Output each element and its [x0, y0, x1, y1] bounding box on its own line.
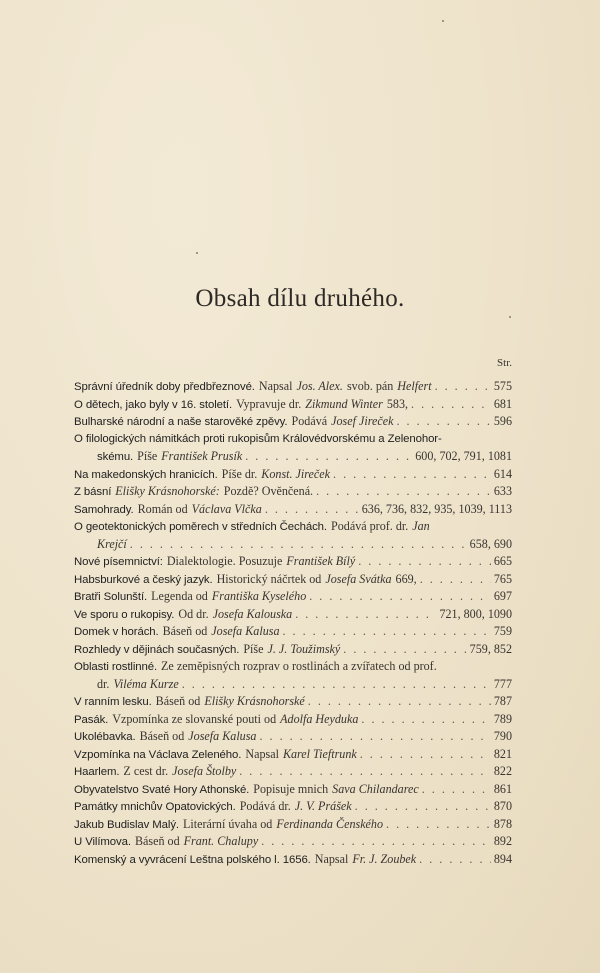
toc-entry — [74, 693, 512, 711]
entry-pages: 600, 702, 791, 1081 — [415, 449, 512, 463]
toc-line — [74, 658, 512, 676]
toc-line — [74, 711, 512, 729]
paper-speck — [442, 20, 444, 22]
entry-pages: 765 — [493, 571, 512, 586]
entry-pages: 787 — [493, 694, 512, 708]
toc-line — [74, 431, 512, 449]
leader-dots — [261, 833, 491, 851]
toc-entry — [74, 851, 512, 869]
toc-entry — [74, 571, 512, 589]
entry-heading: Z básní — [74, 486, 112, 498]
entry-pages: 636, 736, 832, 935, 1039, 1113 — [361, 501, 512, 516]
leader-dots — [265, 501, 359, 519]
toc-entry — [74, 623, 512, 641]
toc-entry — [74, 711, 512, 729]
entry-author: Fr. J. Zoubek — [352, 851, 417, 866]
entry-heading: Pasák. — [74, 713, 109, 726]
toc-line — [74, 641, 512, 659]
entry-author: Ferdinanda Čenského — [276, 816, 384, 831]
entry-author: Františka Kyselého — [211, 589, 307, 603]
leader-dots — [239, 763, 491, 781]
entry-text: Podává — [291, 414, 328, 428]
toc-line — [74, 606, 512, 624]
toc-entry — [74, 518, 512, 553]
toc-line — [74, 396, 512, 414]
entry-text: Legenda od — [151, 589, 208, 603]
toc-entry — [74, 798, 512, 816]
leader-dots — [396, 413, 490, 431]
entry-heading: Rozhledy v dějinách současných. — [74, 643, 240, 656]
entry-author: J. V. Prášek — [294, 799, 352, 813]
leader-dots — [435, 378, 491, 396]
entry-author-2: Helfert — [397, 379, 432, 393]
entry-author: Sava Chilandarec — [332, 781, 419, 796]
entry-author: Karel Tieftrunk — [282, 746, 357, 761]
toc-entry — [74, 396, 512, 414]
toc-line — [74, 816, 512, 834]
entry-pages: 721, 800, 1090 — [439, 606, 512, 621]
page-title: Obsah dílu druhého. — [195, 285, 405, 312]
entry-text-2: svob. pán — [346, 379, 394, 393]
leader-dots — [422, 781, 491, 799]
toc-line — [74, 518, 512, 536]
entry-author: František Bílý — [286, 554, 356, 568]
entry-heading: Ukolébavka. — [74, 731, 136, 743]
toc-line — [74, 676, 512, 694]
leader-dots — [309, 588, 491, 606]
entry-text: Píše — [243, 641, 264, 656]
entry-author: Elišky Krásnohorské: — [115, 484, 220, 498]
table-of-contents — [74, 378, 512, 868]
entry-pages: 892 — [493, 834, 512, 848]
entry-text: Vzpomínka ze slovanské pouti od — [112, 711, 277, 726]
entry-text: dr. — [97, 676, 110, 691]
entry-pages: 665 — [493, 554, 512, 568]
entry-text: Ze zeměpisných rozprav o rostlinách a zvířatech od prof. — [161, 659, 437, 673]
entry-heading: Památky mnichův Opatovických. — [74, 801, 236, 813]
entry-text: Vypravuje dr. — [236, 396, 302, 411]
toc-line — [74, 413, 512, 431]
entry-heading: O geotektonických poměrech v středních Čechách. — [74, 521, 327, 533]
toc-line — [74, 553, 512, 571]
entry-author: Josefa Štolby — [172, 764, 237, 778]
entry-pages: 777 — [493, 676, 512, 691]
entry-text: Román od — [137, 501, 188, 516]
entry-pages: 878 — [493, 816, 512, 831]
entry-text: Báseň od — [155, 694, 201, 708]
entry-text: Báseň od — [134, 834, 180, 848]
entry-heading: O filologických námitkách proti rukopisům Královédvorskému a Zelenohor- — [74, 432, 442, 445]
toc-entry — [74, 588, 512, 606]
leader-dots — [411, 396, 491, 414]
entry-text: Napsal — [258, 379, 293, 393]
entry-pages: 821 — [493, 746, 512, 761]
toc-line — [74, 746, 512, 764]
toc-entry — [74, 483, 512, 501]
entry-author: Josefa Kalusa — [211, 624, 280, 638]
entry-pages: 822 — [493, 764, 512, 778]
entry-author: Josefa Kalouska — [212, 606, 293, 621]
entry-text: Píše — [137, 449, 158, 463]
entry-pages: 789 — [493, 711, 512, 726]
toc-line — [74, 588, 512, 606]
toc-entry — [74, 413, 512, 431]
toc-entry — [74, 781, 512, 799]
toc-line — [74, 798, 512, 816]
toc-line — [74, 466, 512, 484]
toc-entry — [74, 833, 512, 851]
entry-pages: 633 — [493, 484, 512, 498]
leader-dots — [420, 571, 491, 589]
toc-line — [74, 833, 512, 851]
toc-line — [74, 378, 512, 396]
entry-heading: U Vilímova. — [74, 836, 131, 848]
toc-line — [74, 693, 512, 711]
entry-heading: Oblasti rostlinné. — [74, 661, 158, 673]
paper-speck — [509, 316, 511, 318]
pages-column-label: Str. — [497, 357, 512, 369]
entry-text: Historický náčrtek od — [216, 571, 322, 586]
leader-dots — [358, 553, 491, 571]
entry-text: Od dr. — [178, 606, 209, 621]
entry-text: Píše dr. — [221, 466, 258, 481]
entry-text: Podává dr. — [239, 799, 291, 813]
entry-pages: 681 — [493, 396, 512, 411]
entry-pages: 614 — [493, 466, 512, 481]
toc-line — [74, 851, 512, 869]
entry-text: Báseň od — [162, 624, 208, 638]
entry-heading: Nové písemnictví: — [74, 556, 163, 568]
entry-author: Jan — [412, 519, 430, 533]
entry-author: Frant. Chalupy — [183, 834, 259, 848]
leader-dots — [316, 483, 491, 501]
toc-entry — [74, 641, 512, 659]
leader-dots — [343, 641, 466, 659]
toc-line — [74, 448, 512, 466]
entry-author: Adolfa Heyduka — [280, 711, 359, 726]
entry-heading: Vzpomínka na Václava Zeleného. — [74, 748, 242, 761]
toc-line — [74, 501, 512, 519]
toc-entry — [74, 658, 512, 693]
entry-heading: Domek v horách. — [74, 626, 159, 638]
toc-entry — [74, 466, 512, 484]
leader-dots — [333, 466, 491, 484]
entry-pages: 894 — [493, 851, 512, 866]
toc-entry — [74, 431, 512, 466]
leader-dots — [245, 448, 412, 466]
leader-dots — [419, 851, 491, 869]
leader-dots — [361, 711, 490, 729]
entry-author: Krejčí — [97, 536, 127, 551]
entry-author: Elišky Krásnohorské — [204, 694, 305, 708]
leader-dots — [295, 606, 436, 624]
entry-heading: Obyvatelstvo Svaté Hory Athonské. — [74, 783, 250, 796]
toc-entry — [74, 606, 512, 624]
paper-speck — [196, 252, 198, 254]
entry-text: Dialektologie. Posuzuje — [166, 554, 283, 568]
entry-author: Jos. Alex. — [296, 379, 343, 393]
entry-heading: Správní úředník doby předbřeznové. — [74, 381, 255, 393]
entry-author: Josefa Kalusa — [188, 729, 257, 743]
entry-pages: 658, 690 — [469, 536, 512, 551]
entry-author: Konst. Jireček — [261, 466, 331, 481]
toc-line — [74, 728, 512, 746]
entry-heading: Na makedonských hranicích. — [74, 468, 218, 481]
entry-pages: 759 — [493, 624, 512, 638]
entry-text: Z cest dr. — [123, 764, 169, 778]
entry-pages: 870 — [493, 799, 512, 813]
entry-pages: 790 — [493, 729, 512, 743]
toc-entry — [74, 553, 512, 571]
entry-heading: V ranním lesku. — [74, 696, 152, 708]
toc-line — [74, 571, 512, 589]
toc-entry — [74, 816, 512, 834]
toc-entry — [74, 763, 512, 781]
toc-entry — [74, 501, 512, 519]
entry-text: Podává prof. dr. — [331, 519, 409, 533]
entry-author: Josefa Svátka — [325, 571, 392, 586]
toc-line — [74, 483, 512, 501]
toc-line — [74, 623, 512, 641]
toc-line — [74, 781, 512, 799]
entry-author: František Prusík — [161, 449, 243, 463]
entry-heading: Jakub Budislav Malý. — [74, 818, 179, 831]
entry-text: Napsal — [314, 851, 349, 866]
leader-dots — [360, 746, 491, 764]
entry-heading: Habsburkové a český jazyk. — [74, 573, 213, 586]
toc-line — [74, 536, 512, 554]
toc-entry — [74, 746, 512, 764]
entry-text-2: 583, — [386, 396, 409, 411]
leader-dots — [182, 676, 491, 694]
entry-text: Literární úvaha od — [183, 816, 273, 831]
entry-pages: 596 — [493, 414, 512, 428]
entry-heading: Samohrady. — [74, 503, 134, 516]
entry-text: Napsal — [245, 746, 279, 761]
leader-dots — [130, 536, 467, 554]
entry-author: Václava Vlčka — [191, 501, 262, 516]
entry-heading: Bratři Solunští. — [74, 591, 148, 603]
entry-pages: 575 — [493, 379, 512, 393]
entry-text-2: Pozdě? Ověnčená. — [223, 484, 314, 498]
entry-author: Viléma Kurze — [113, 676, 179, 691]
entry-text-2: 669, — [395, 571, 417, 586]
leader-dots — [259, 728, 490, 746]
entry-text: Báseň od — [139, 729, 185, 743]
leader-dots — [355, 798, 491, 816]
entry-author: Josef Jireček — [331, 414, 394, 428]
entry-heading: skému. — [97, 451, 134, 463]
entry-author: J. J. Toužimský — [267, 641, 341, 656]
entry-text: Popisuje mnich — [253, 781, 329, 796]
leader-dots — [386, 816, 491, 834]
entry-pages: 861 — [493, 781, 512, 796]
toc-line — [74, 763, 512, 781]
leader-dots — [308, 693, 491, 711]
entry-heading: Ve sporu o rukopisy. — [74, 608, 175, 621]
entry-author: Zikmund Winter — [305, 396, 383, 411]
entry-pages: 697 — [493, 589, 512, 603]
entry-pages: 759, 852 — [469, 641, 512, 656]
toc-entry — [74, 728, 512, 746]
entry-heading: O dětech, jako byly v 16. století. — [74, 398, 233, 411]
entry-heading: Komenský a vyvrácení Leštna polského l. 1656. — [74, 853, 311, 866]
entry-heading: Bulharské národní a naše starověké zpěvy. — [74, 416, 288, 428]
entry-heading: Haarlem. — [74, 766, 120, 778]
toc-entry — [74, 378, 512, 396]
leader-dots — [283, 623, 491, 641]
